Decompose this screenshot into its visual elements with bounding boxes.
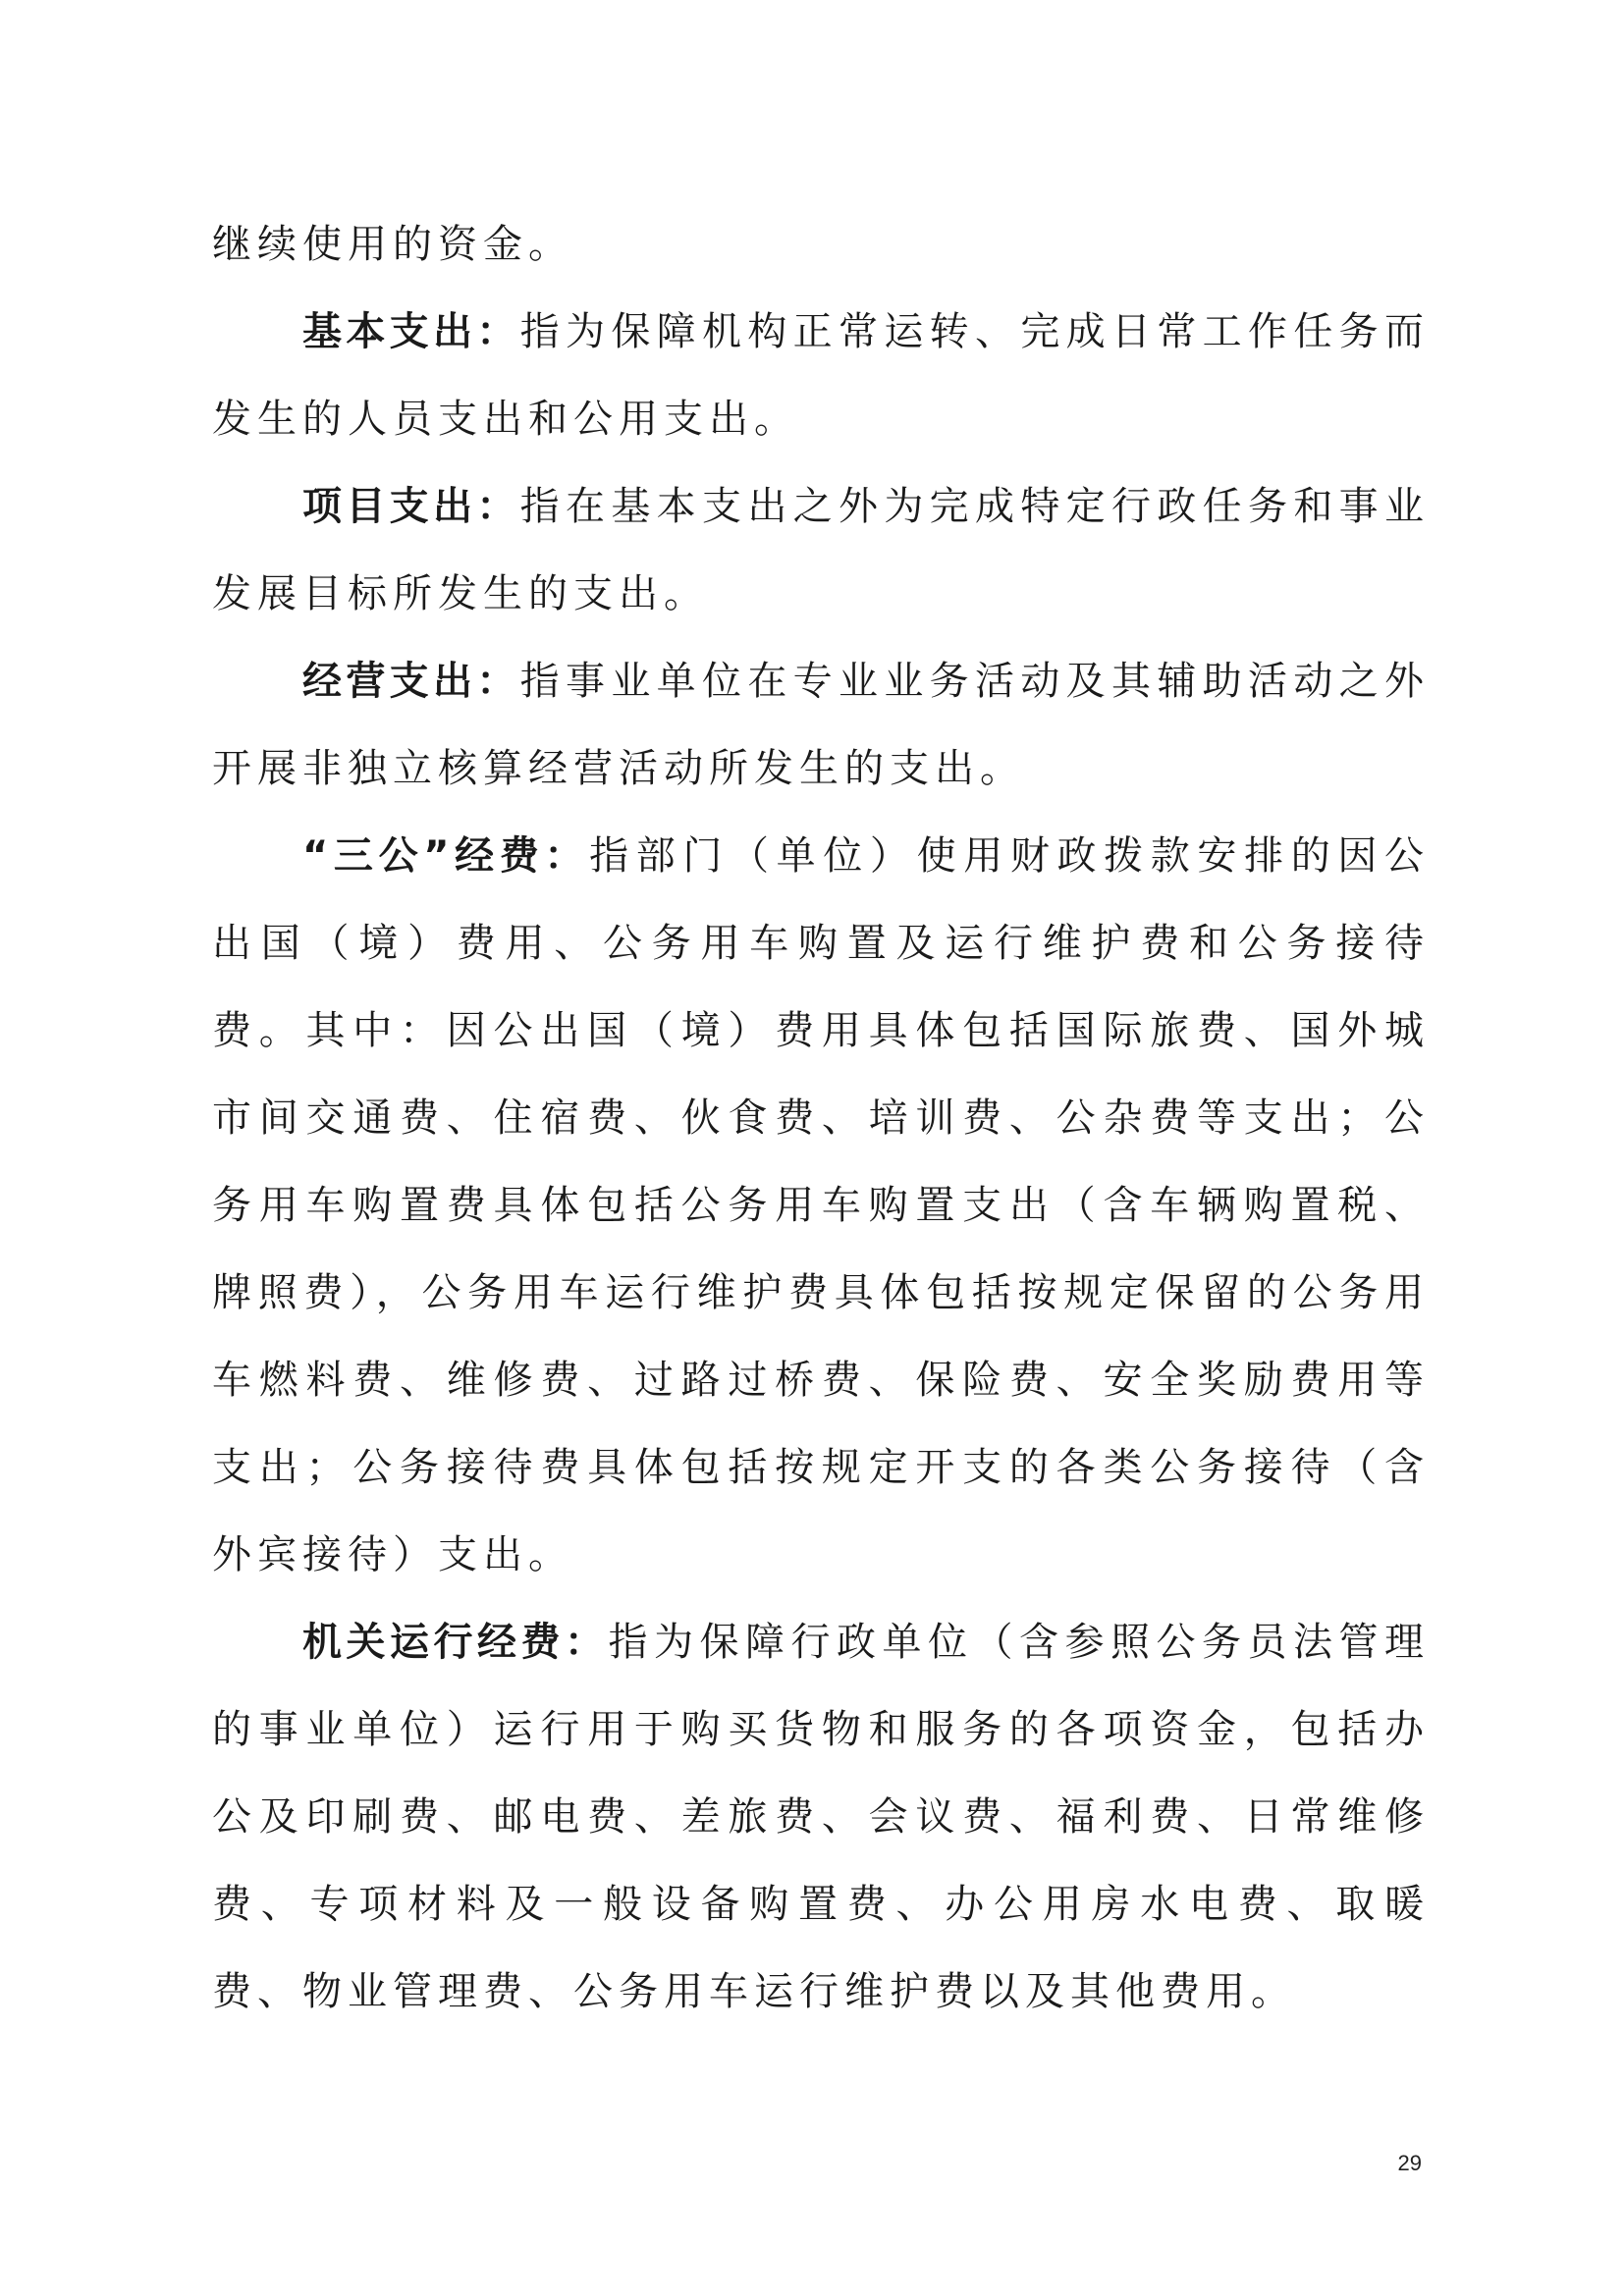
definition-term: 项目支出：: [302, 484, 520, 529]
page-number: 29: [1397, 2151, 1422, 2175]
continuation-paragraph: [212, 201, 1430, 289]
definition-text: 指事业单位在专业业务活动及其辅助活动之外开展非独立核算经营活动所发生的支出。: [212, 659, 1431, 791]
definition-text: 指部门（单位）使用财政拨款安排的因公出国（境）费用、公务用车购置及运行维护费和公务接待费。其中：因公出国（境）费用具体包括国际旅费、国外城市间交通费、住宿费、伙食费、培训费、公杂费等支出；公务用车购置费具体包括公务用车购置支出（含车辆购置税、牌照费），公务用车运行维护费具体包括按规定保留的公务用车燃料费、维修费、过路过桥费、保险费、安全奖励费用等支出；公务接待费具体包括按规定开支的各类公务接待（含外宾接待）支出。: [212, 833, 1431, 1577]
definition-project-expenditure: [212, 463, 1430, 638]
definition-term: 经营支出：: [302, 659, 520, 704]
body-text: [212, 201, 1430, 2036]
definition-term: 机关运行经费：: [302, 1620, 609, 1665]
continuation-text: 继续使用的资金。: [212, 222, 573, 267]
definition-term: 基本支出：: [302, 309, 520, 354]
definition-text: 指在基本支出之外为完成特定行政任务和事业发展目标所发生的支出。: [212, 484, 1431, 616]
definition-operating-expenditure: [212, 638, 1430, 813]
definition-agency-operating-funds: [212, 1599, 1430, 2036]
definition-text: 指为保障行政单位（含参照公务员法管理的事业单位）运行用于购买货物和服务的各项资金，包括办公及印刷费、邮电费、差旅费、会议费、福利费、日常维修费、专项材料及一般设备购置费、办公用房水电费、取暖费、物业管理费、公务用车运行维护费以及其他费用。: [212, 1620, 1430, 2014]
definition-three-public-funds: [212, 813, 1430, 1599]
definition-basic-expenditure: [212, 289, 1430, 463]
definition-text: 指为保障机构正常运转、完成日常工作任务而发生的人员支出和公用支出。: [212, 309, 1431, 442]
definition-term: “三公”经费：: [302, 833, 590, 879]
